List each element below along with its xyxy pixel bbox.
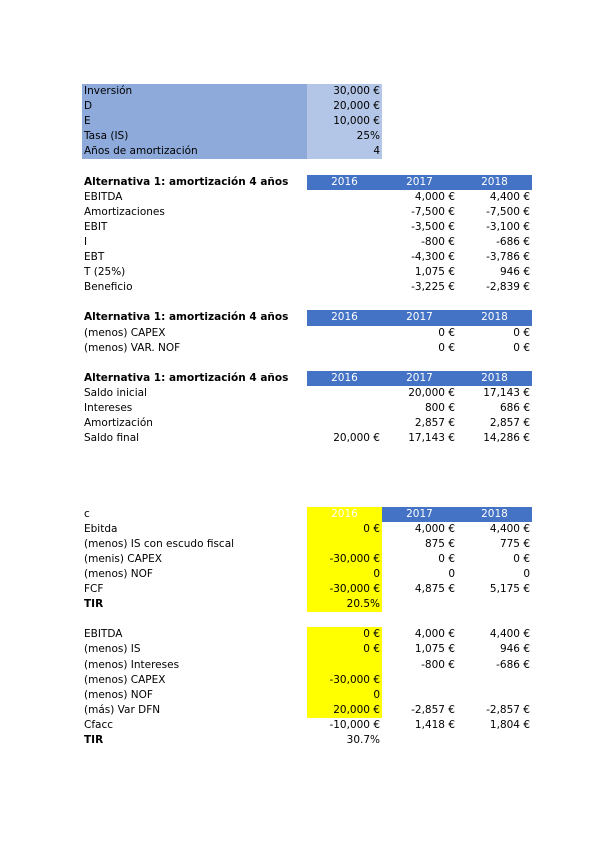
section-title[interactable]: Alternativa 1: amortización 4 años bbox=[84, 371, 289, 384]
year-header[interactable]: 2018 bbox=[457, 310, 532, 325]
table-header-row bbox=[82, 175, 532, 190]
cell-2017[interactable]: 800 € bbox=[424, 401, 455, 414]
cell-2016[interactable] bbox=[307, 250, 382, 265]
tir-label[interactable]: TIR bbox=[84, 734, 104, 747]
cell-2018[interactable]: -2,839 € bbox=[486, 281, 530, 294]
table-row bbox=[82, 416, 532, 431]
cell-2017[interactable] bbox=[382, 673, 457, 688]
input-row bbox=[82, 99, 532, 114]
cell-2016[interactable] bbox=[307, 326, 382, 341]
cell-2016[interactable] bbox=[307, 416, 382, 431]
input-value[interactable]: 25% bbox=[307, 129, 382, 144]
year-header[interactable]: 2017 bbox=[382, 371, 457, 386]
input-value[interactable]: 30,000 € bbox=[307, 84, 382, 99]
tir-row bbox=[82, 597, 532, 612]
row-label[interactable]: (menos) IS con escudo fiscal bbox=[84, 537, 235, 550]
row-label[interactable]: (menis) CAPEX bbox=[84, 552, 162, 565]
input-label[interactable]: Inversión bbox=[82, 84, 307, 99]
cell-2018[interactable]: 4,400 € bbox=[489, 522, 530, 535]
cell-2018[interactable]: -2,857 € bbox=[486, 703, 530, 716]
row-label[interactable]: Amortización bbox=[84, 417, 153, 430]
row-label[interactable]: (menos) NOF bbox=[84, 568, 153, 580]
cell-2016[interactable]: -30,000 € bbox=[307, 673, 382, 688]
cell-2016[interactable] bbox=[307, 341, 382, 356]
row-label[interactable]: Cfacc bbox=[84, 718, 114, 731]
cell-2016[interactable]: 0 € bbox=[307, 642, 382, 657]
section-title[interactable]: Alternativa 1: amortización 4 años bbox=[84, 175, 289, 188]
cell-2017[interactable]: 4,000 € bbox=[414, 628, 455, 641]
cell-2018[interactable]: 1,804 € bbox=[489, 718, 530, 731]
cell-2018[interactable]: 0 € bbox=[513, 326, 530, 339]
year-header[interactable]: 2018 bbox=[457, 371, 532, 386]
cell-2017[interactable]: -3,500 € bbox=[411, 220, 455, 233]
table-row bbox=[82, 265, 532, 280]
row-label[interactable]: (menos) CAPEX bbox=[84, 673, 166, 686]
input-label[interactable]: Años de amortización bbox=[82, 144, 307, 159]
cell-2016[interactable]: 0 bbox=[307, 688, 382, 703]
cell-2016[interactable] bbox=[307, 190, 382, 205]
cell-2016[interactable] bbox=[307, 220, 382, 235]
cell-2017[interactable]: 0 bbox=[448, 568, 455, 580]
cell-2018[interactable]: 686 € bbox=[499, 401, 530, 414]
row-label[interactable]: Amortizaciones bbox=[84, 205, 165, 218]
table-row bbox=[82, 567, 532, 582]
cell-2017[interactable]: -2,857 € bbox=[411, 703, 455, 716]
input-label[interactable]: Tasa (IS) bbox=[82, 129, 307, 144]
row-label[interactable]: (menos) VAR. NOF bbox=[84, 341, 181, 354]
row-label[interactable]: (menos) CAPEX bbox=[84, 326, 166, 339]
cell-2018[interactable]: 946 € bbox=[499, 266, 530, 279]
cell-2017[interactable]: 1,075 € bbox=[414, 266, 455, 279]
debt-table bbox=[82, 371, 532, 446]
cell-2018[interactable] bbox=[457, 597, 532, 612]
cell-2018[interactable]: 946 € bbox=[499, 643, 530, 656]
row-label[interactable]: I bbox=[84, 235, 88, 248]
cell-2018[interactable]: -3,100 € bbox=[486, 220, 530, 233]
year-header[interactable]: 2016 bbox=[307, 507, 382, 522]
input-label[interactable]: D bbox=[82, 99, 307, 114]
cell-2018[interactable] bbox=[457, 673, 532, 688]
table-row bbox=[82, 431, 532, 446]
cell-2016[interactable]: 20,000 € bbox=[333, 432, 380, 445]
cell-2017[interactable] bbox=[382, 597, 457, 612]
cell-2018[interactable]: 4,400 € bbox=[489, 190, 530, 203]
table-header-row bbox=[82, 310, 532, 325]
inputs-table bbox=[82, 84, 532, 159]
row-label[interactable]: EBIT bbox=[84, 220, 108, 233]
cell-2017[interactable]: 0 € bbox=[438, 341, 455, 354]
fcf-table bbox=[82, 507, 532, 613]
row-label[interactable]: EBT bbox=[84, 251, 105, 264]
year-header[interactable]: 2016 bbox=[307, 175, 382, 190]
table-row bbox=[82, 537, 532, 552]
table-row bbox=[82, 673, 532, 688]
year-header[interactable]: 2017 bbox=[382, 310, 457, 325]
row-label[interactable]: FCF bbox=[84, 583, 104, 596]
table-row bbox=[82, 190, 532, 205]
cell-2018[interactable]: 17,143 € bbox=[483, 386, 530, 399]
cell-2016[interactable] bbox=[307, 205, 382, 220]
cell-2017[interactable]: -4,300 € bbox=[411, 251, 455, 264]
cell-2017[interactable] bbox=[382, 733, 457, 748]
tir-value[interactable]: 20.5% bbox=[307, 597, 382, 612]
year-header[interactable]: 2017 bbox=[382, 507, 457, 522]
table-row bbox=[82, 235, 532, 250]
spreadsheet bbox=[82, 84, 532, 748]
cell-2016[interactable] bbox=[307, 537, 382, 552]
cell-2017[interactable]: -800 € bbox=[421, 235, 455, 248]
table-row bbox=[82, 582, 532, 597]
cell-2017[interactable]: 4,000 € bbox=[414, 522, 455, 535]
input-row bbox=[82, 144, 532, 159]
input-row bbox=[82, 84, 532, 99]
row-label[interactable]: (menos) IS bbox=[84, 643, 141, 656]
cell-2018[interactable]: 0 bbox=[523, 568, 530, 580]
tir-row bbox=[82, 733, 532, 748]
table-row bbox=[82, 250, 532, 265]
table-row bbox=[82, 642, 532, 657]
table-header-row bbox=[82, 507, 532, 522]
year-header[interactable]: 2016 bbox=[307, 310, 382, 325]
cell-2018[interactable] bbox=[457, 688, 532, 703]
cell-2016[interactable]: 0 € bbox=[307, 522, 382, 537]
cell-2017[interactable]: 20,000 € bbox=[408, 386, 455, 399]
cell-2017[interactable]: 2,857 € bbox=[414, 417, 455, 430]
year-header[interactable]: 2017 bbox=[382, 175, 457, 190]
table-row bbox=[82, 688, 532, 703]
input-row bbox=[82, 114, 532, 129]
cell-2016[interactable]: 0 € bbox=[307, 627, 382, 642]
cell-2018[interactable]: 2,857 € bbox=[489, 417, 530, 430]
row-label[interactable]: Saldo inicial bbox=[84, 386, 147, 399]
tir-label[interactable]: TIR bbox=[84, 598, 104, 611]
table-row bbox=[82, 220, 532, 235]
cell-2018[interactable]: -686 € bbox=[496, 658, 530, 671]
cell-2017[interactable]: 875 € bbox=[424, 537, 455, 550]
cell-2016[interactable]: -30,000 € bbox=[307, 552, 382, 567]
input-value[interactable]: 20,000 € bbox=[307, 99, 382, 114]
capex-table bbox=[82, 310, 532, 355]
cell-2016[interactable] bbox=[307, 265, 382, 280]
cell-2017[interactable]: 0 € bbox=[438, 552, 455, 565]
table-row bbox=[82, 205, 532, 220]
input-value[interactable]: 10,000 € bbox=[307, 114, 382, 129]
row-label[interactable]: Ebitda bbox=[84, 522, 118, 535]
table-header-row bbox=[82, 371, 532, 386]
cell-2018[interactable]: -7,500 € bbox=[486, 205, 530, 218]
table-row bbox=[82, 703, 532, 718]
row-label[interactable]: Intereses bbox=[84, 401, 133, 414]
cell-2017[interactable]: 0 € bbox=[438, 326, 455, 339]
row-label[interactable]: (menos) NOF bbox=[84, 688, 153, 701]
table-row bbox=[82, 627, 532, 642]
total-row bbox=[82, 718, 532, 733]
input-value[interactable]: 4 bbox=[307, 144, 382, 159]
cell-2018[interactable]: 5,175 € bbox=[489, 583, 530, 596]
cfacc-table bbox=[82, 627, 532, 748]
cell-2016[interactable] bbox=[307, 386, 382, 401]
cell-2017[interactable]: 1,075 € bbox=[414, 643, 455, 656]
row-label[interactable]: Saldo final bbox=[84, 432, 140, 445]
cell-2017[interactable]: -7,500 € bbox=[411, 205, 455, 218]
cell-2016[interactable]: 0 bbox=[307, 567, 382, 582]
cell-2016[interactable]: 20,000 € bbox=[307, 703, 382, 718]
cell-2016[interactable] bbox=[307, 280, 382, 295]
row-label[interactable]: Beneficio bbox=[84, 281, 133, 294]
table-row bbox=[82, 401, 532, 416]
cell-2018[interactable]: 0 € bbox=[513, 341, 530, 354]
section-title[interactable]: Alternativa 1: amortización 4 años bbox=[84, 311, 289, 324]
cell-2017[interactable]: 4,000 € bbox=[414, 190, 455, 203]
input-label[interactable]: E bbox=[82, 114, 307, 129]
row-label[interactable]: T (25%) bbox=[84, 266, 126, 279]
table-row bbox=[82, 522, 532, 537]
cell-2018[interactable]: 775 € bbox=[499, 537, 530, 550]
cell-2018[interactable]: 14,286 € bbox=[483, 432, 530, 445]
pl-table bbox=[82, 175, 532, 296]
year-header[interactable]: 2016 bbox=[307, 371, 382, 386]
cell-2016[interactable]: -30,000 € bbox=[307, 582, 382, 597]
cell-2018[interactable]: -686 € bbox=[496, 235, 530, 248]
row-label[interactable]: EBITDA bbox=[84, 628, 123, 641]
table-row bbox=[82, 658, 532, 673]
tir-value[interactable]: 30.7% bbox=[346, 734, 380, 747]
input-row bbox=[82, 129, 532, 144]
row-label[interactable]: (más) Var DFN bbox=[84, 703, 161, 716]
cell-2017[interactable]: -800 € bbox=[421, 658, 455, 671]
row-label[interactable]: (menos) Intereses bbox=[84, 658, 180, 671]
table-row bbox=[82, 386, 532, 401]
cell-2018[interactable]: -3,786 € bbox=[486, 251, 530, 264]
cell-2018[interactable]: 0 € bbox=[513, 552, 530, 565]
cell-2016[interactable] bbox=[307, 658, 382, 673]
cell-2017[interactable] bbox=[382, 688, 457, 703]
cell-2018[interactable]: 4,400 € bbox=[489, 628, 530, 641]
cell-2017[interactable]: 1,418 € bbox=[414, 718, 455, 731]
year-header[interactable]: 2018 bbox=[457, 507, 532, 522]
section-title[interactable]: c bbox=[84, 507, 90, 520]
cell-2016[interactable] bbox=[307, 401, 382, 416]
table-row bbox=[82, 341, 532, 356]
row-label[interactable]: EBITDA bbox=[84, 190, 123, 203]
table-row bbox=[82, 280, 532, 295]
cell-2017[interactable]: 4,875 € bbox=[414, 583, 455, 596]
table-row bbox=[82, 552, 532, 567]
cell-2018[interactable] bbox=[457, 733, 532, 748]
cell-2016[interactable]: -10,000 € bbox=[329, 718, 380, 731]
table-row bbox=[82, 326, 532, 341]
cell-2017[interactable]: -3,225 € bbox=[411, 281, 455, 294]
cell-2016[interactable] bbox=[307, 235, 382, 250]
cell-2017[interactable]: 17,143 € bbox=[408, 432, 455, 445]
year-header[interactable]: 2018 bbox=[457, 175, 532, 190]
